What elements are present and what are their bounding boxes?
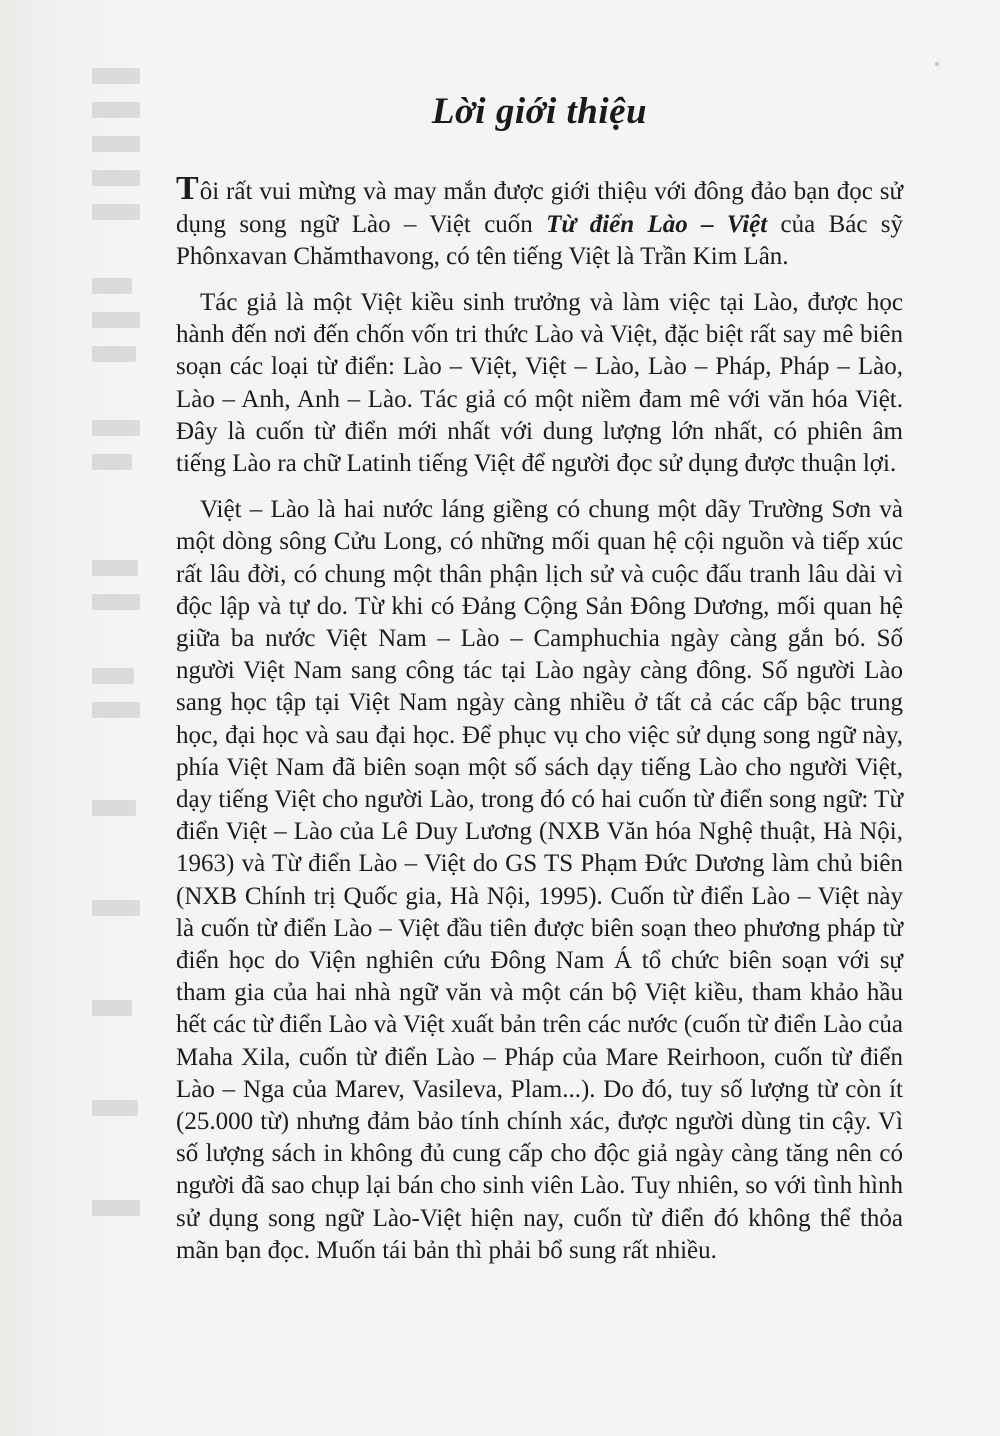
show-through-text	[0, 40, 140, 1340]
author-paragraph: Tác giả là một Việt kiều sinh trưởng và làm việc tại Lào, được học hành đến nơi đến chốn vốn tri thức Lào và Việt, đặc biệt rất say mê biên soạn các loại từ điển: Lào – Việt, Việt – Lào, Lào – Pháp, Pháp – Lào, Lào – Anh, Anh – Lào. Tác giả có một niềm đam mê với văn hóa Việt. Đây là cuốn từ điển mới nhất với dung lượng lớn nhất, có phiên âm tiếng Lào ra chữ Latinh tiếng Việt để người đọc sử dụng được thuận lợi.	[176, 289, 903, 478]
page-content	[176, 90, 903, 1281]
paper-speck	[935, 62, 939, 66]
drop-cap-letter: T	[176, 170, 200, 208]
history-paragraph: Việt – Lào là hai nước láng giềng có chung một dãy Trường Sơn và một dòng sông Cửu Long, có những mối quan hệ cội nguồn và tiếp xúc rất lâu đời, có chung một thân phận lịch sử và cuộc đấu tranh lâu dài vì độc lập và tự do. Từ khi có Đảng Cộng Sản Đông Dương, mối quan hệ giữa ba nước Việt Nam – Lào – Camphuchia ngày càng gắn bó. Số người Việt Nam sang công tác tại Lào ngày càng đông. Số người Lào sang học tập tại Việt Nam ngày càng nhiều ở tất cả các cấp bậc trung học, đại học và sau đại học. Để phục vụ cho việc sử dụng song ngữ này, phía Việt Nam đã biên soạn một số sách dạy tiếng Lào cho người Việt, dạy tiếng Việt cho người Lào, trong đó có hai cuốn từ điển song ngữ: Từ điển Việt – Lào của Lê Duy Lương (NXB Văn hóa Nghệ thuật, Hà Nội, 1963) và Từ điển Lào – Việt do GS TS Phạm Đức Dương làm chủ biên (NXB Chính trị Quốc gia, Hà Nội, 1995). Cuốn từ điển Lào – Việt này là cuốn từ điển Lào – Việt đầu tiên được biên soạn theo phương pháp từ điển học do Viện nghiên cứu Đông Nam Á tổ chức biên soạn với sự tham gia của hai nhà ngữ văn và một cán bộ Việt kiều, tham khảo hầu hết các từ điển Lào và Việt xuất bản trên các nước (cuốn từ điển Lào của Maha Xila, cuốn từ điển Lào – Pháp của Mare Reirhoon, cuốn từ điển Lào – Nga của Marev, Vasileva, Plam...). Do đó, tuy số lượng từ còn ít (25.000 từ) nhưng đảm bảo tính chính xác, được người dùng tin cậy. Vì số lượng sách in không đủ cung cấp cho độc giả ngày càng tăng nên có người đã sao chụp lại bán cho sinh viên Lào. Tuy nhiên, so với tình hình sử dụng song ngữ Lào-Việt hiện nay, cuốn từ điển đó không thể thỏa mãn bạn đọc. Muốn tái bản thì phải bổ sung rất nhiều.	[176, 496, 903, 1264]
intro-text-start: ôi rất vui mừng và may mắn được giới thiệu với đông đảo bạn đọc sử dụng song ngữ Lào – Việt cuốn	[176, 178, 903, 238]
page-title: Lời giới thiệu	[431, 91, 648, 132]
dictionary-title: Từ điển Lào – Việt	[546, 210, 768, 238]
intro-paragraph	[176, 172, 903, 273]
intro-text-end: của Bác sỹ Phônxavan Chămthavong, có tên tiếng Việt là Trần Kim Lân.	[176, 210, 903, 270]
